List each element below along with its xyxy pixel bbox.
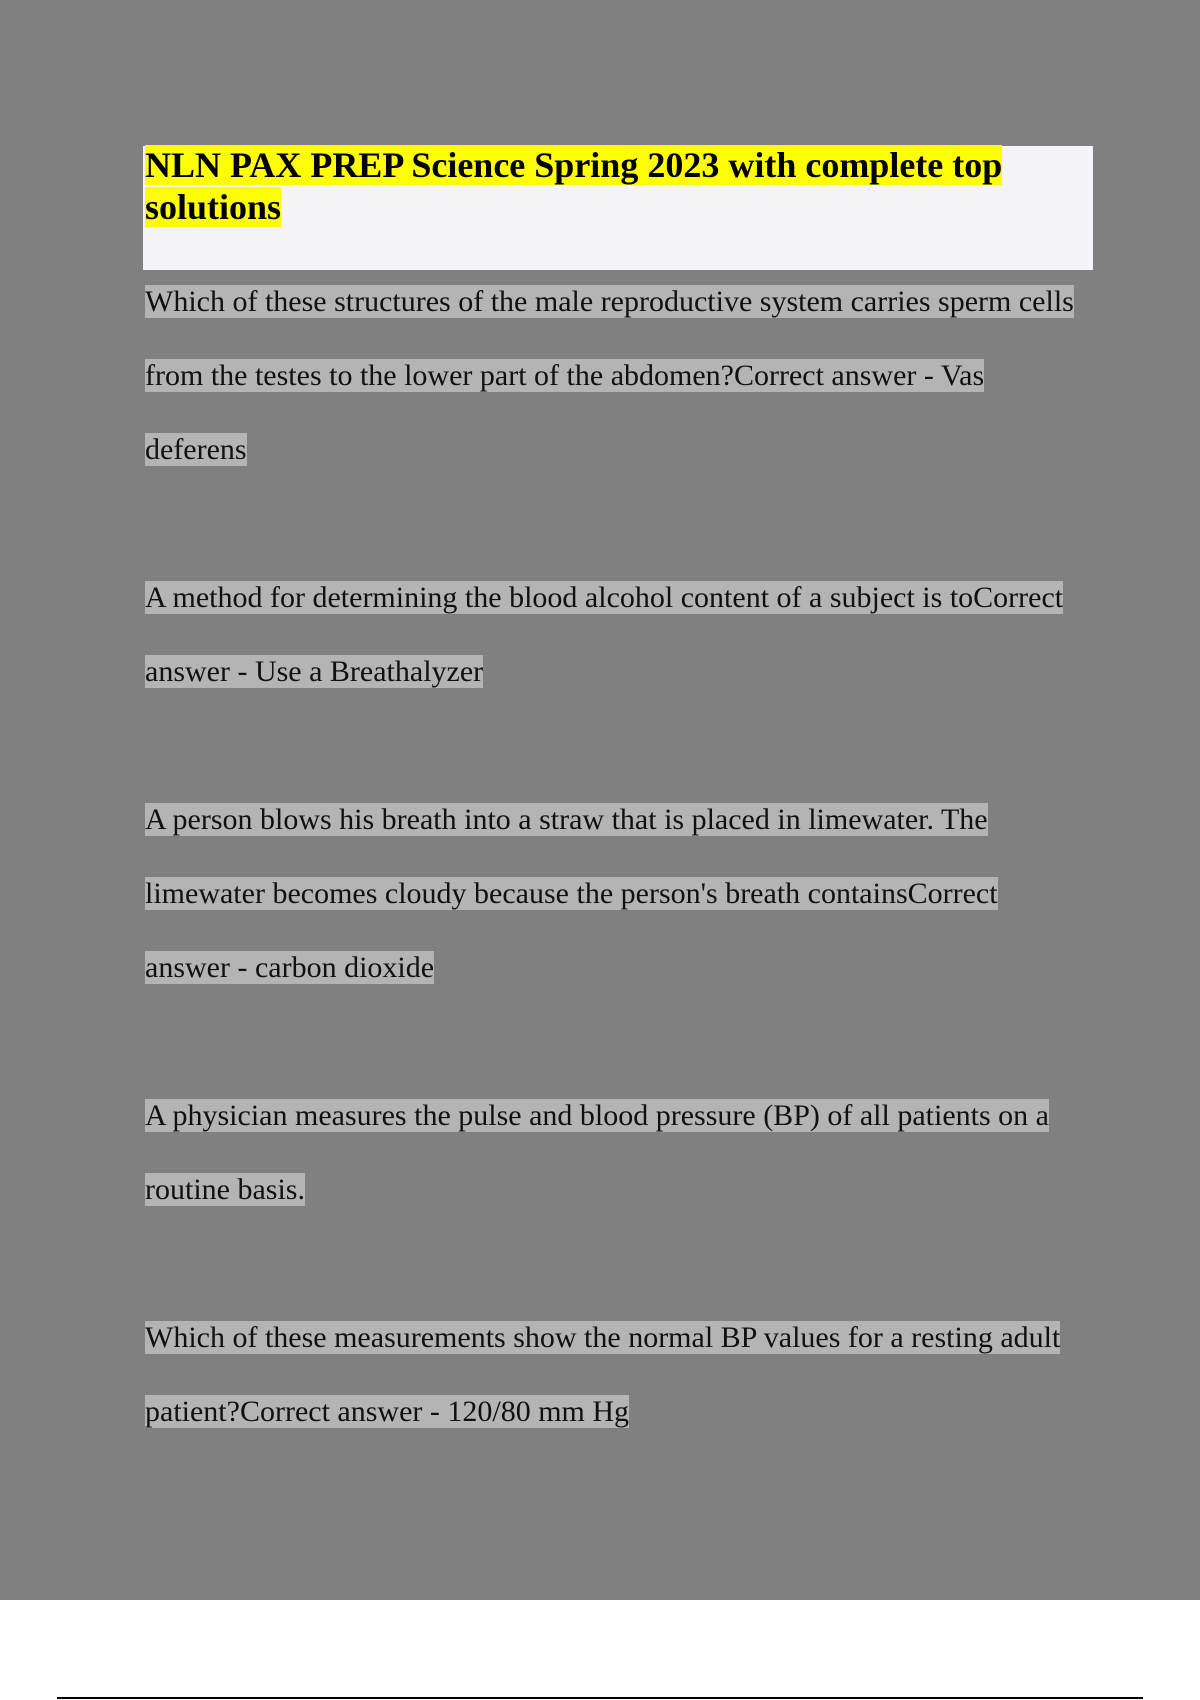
paragraph-text: Which of these structures of the male reproductive system carries sperm cells from the testes to the lower part of the abdomen?Correct answer - Vas deferens <box>145 285 1074 466</box>
paragraph-3 <box>145 783 1085 1005</box>
paragraph-2 <box>145 561 1085 709</box>
paragraph-text: A person blows his breath into a straw that is placed in limewater. The limewater becomes cloudy because the person's breath containsCorrect answer - carbon dioxide <box>145 803 998 984</box>
paragraph-text: A method for determining the blood alcohol content of a subject is toCorrect answer - Use a Breathalyzer <box>145 581 1064 688</box>
paragraph-1 <box>145 265 1085 487</box>
paragraph-text: Which of these measurements show the normal BP values for a resting adult patient?Correct answer - 120/80 mm Hg <box>145 1321 1061 1428</box>
paragraph-4 <box>145 1079 1085 1227</box>
document-title <box>145 144 1045 228</box>
paragraph-5 <box>145 1301 1085 1449</box>
footer-rule <box>57 1697 1143 1699</box>
document-body <box>145 265 1085 1449</box>
paragraph-text: A physician measures the pulse and blood pressure (BP) of all patients on a routine basis. <box>145 1099 1049 1206</box>
title-highlight: NLN PAX PREP Science Spring 2023 with complete top solutions <box>145 145 1003 227</box>
